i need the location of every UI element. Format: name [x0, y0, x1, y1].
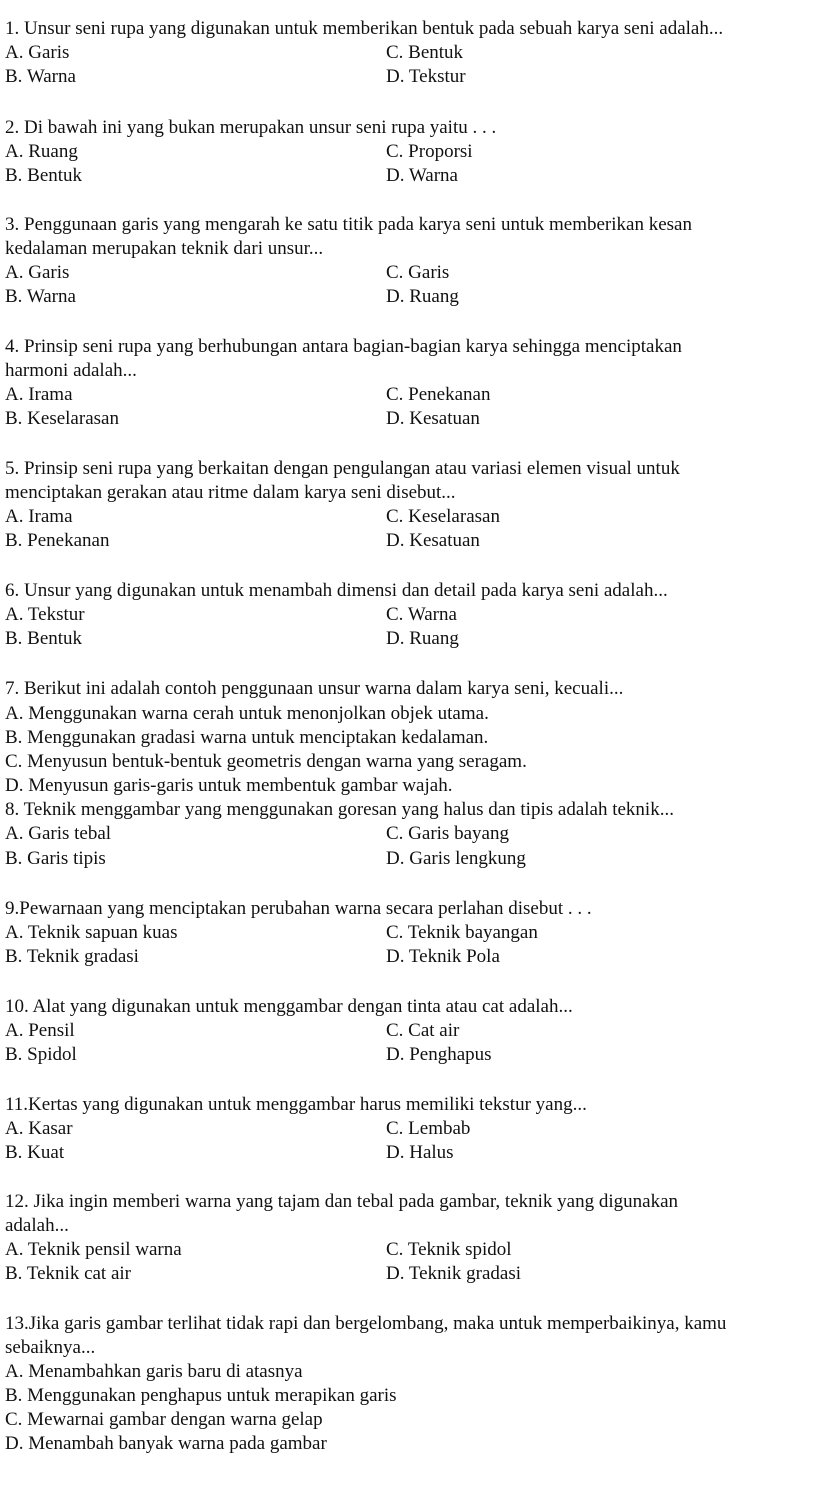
option-b: B. Warna [5, 66, 76, 87]
question-1-text: 1. Unsur seni rupa yang digunakan untuk memberikan bentuk pada sebuah karya seni adalah... [5, 18, 724, 39]
question-9-text: 9.Pewarnaan yang menciptakan perubahan warna secara perlahan disebut . . . [5, 898, 592, 919]
question-4-text-line-1: 4. Prinsip seni rupa yang berhubungan antara bagian-bagian karya sehingga menciptakan [5, 336, 682, 357]
option-a: A. Garis [5, 42, 70, 63]
option-b: B. Menggunakan penghapus untuk merapikan garis [5, 1385, 397, 1406]
option-c: C. Mewarnai gambar dengan warna gelap [5, 1409, 323, 1430]
option-c: C. Garis [386, 262, 450, 283]
option-b: B. Penekanan [5, 530, 110, 551]
option-c: C. Teknik bayangan [386, 922, 538, 943]
option-a: A. Garis tebal [5, 823, 112, 844]
option-c: C. Keselarasan [386, 506, 500, 527]
option-b: B. Warna [5, 286, 76, 307]
question-7-text: 7. Berikut ini adalah contoh penggunaan unsur warna dalam karya seni, kecuali... [5, 678, 624, 699]
question-3-text-line-2: kedalaman merupakan teknik dari unsur... [5, 238, 324, 259]
option-b: B. Menggunakan gradasi warna untuk menciptakan kedalaman. [5, 727, 489, 748]
option-a: A. Menggunakan warna cerah untuk menonjolkan objek utama. [5, 703, 489, 724]
option-a: A. Ruang [5, 141, 78, 162]
option-b: B. Garis tipis [5, 848, 106, 869]
question-11-text: 11.Kertas yang digunakan untuk menggambar harus memiliki tekstur yang... [5, 1094, 587, 1115]
option-c: C. Cat air [386, 1020, 460, 1041]
option-a: A. Irama [5, 384, 73, 405]
option-d: D. Ruang [386, 628, 459, 649]
option-a: A. Teknik pensil warna [5, 1239, 182, 1260]
question-13-text-line-2: sebaiknya... [5, 1337, 96, 1358]
option-a: A. Teknik sapuan kuas [5, 922, 178, 943]
option-b: B. Teknik gradasi [5, 946, 139, 967]
option-d: D. Menyusun garis-garis untuk membentuk gambar wajah. [5, 775, 453, 796]
option-b: B. Bentuk [5, 165, 83, 186]
question-12-text-line-1: 12. Jika ingin memberi warna yang tajam dan tebal pada gambar, teknik yang digunakan [5, 1191, 678, 1212]
option-c: C. Menyusun bentuk-bentuk geometris dengan warna yang seragam. [5, 751, 527, 772]
question-5-text-line-1: 5. Prinsip seni rupa yang berkaitan dengan pengulangan atau variasi elemen visual untuk [5, 458, 680, 479]
question-4-text-line-2: harmoni adalah... [5, 360, 137, 381]
option-b: B. Spidol [5, 1044, 77, 1065]
option-b: B. Teknik cat air [5, 1263, 132, 1284]
option-d: D. Teknik gradasi [386, 1263, 521, 1284]
option-a: A. Tekstur [5, 604, 85, 625]
option-a: A. Garis [5, 262, 70, 283]
question-10-text: 10. Alat yang digunakan untuk menggambar dengan tinta atau cat adalah... [5, 996, 573, 1017]
option-a: A. Menambahkan garis baru di atasnya [5, 1361, 303, 1382]
option-a: A. Irama [5, 506, 73, 527]
option-d: D. Garis lengkung [386, 848, 526, 869]
option-a: A. Kasar [5, 1118, 73, 1139]
question-12-text-line-2: adalah... [5, 1215, 69, 1236]
question-3-text-line-1: 3. Penggunaan garis yang mengarah ke satu titik pada karya seni untuk memberikan kesan [5, 214, 692, 235]
option-c: C. Teknik spidol [386, 1239, 512, 1260]
option-d: D. Menambah banyak warna pada gambar [5, 1433, 327, 1454]
question-5-text-line-2: menciptakan gerakan atau ritme dalam karya seni disebut... [5, 482, 456, 503]
question-2-text: 2. Di bawah ini yang bukan merupakan unsur seni rupa yaitu . . . [5, 117, 497, 138]
option-c: C. Garis bayang [386, 823, 509, 844]
option-b: B. Kuat [5, 1142, 65, 1163]
option-d: D. Halus [386, 1142, 454, 1163]
option-a: A. Pensil [5, 1020, 75, 1041]
option-d: D. Teknik Pola [386, 946, 500, 967]
option-d: D. Warna [386, 165, 458, 186]
option-d: D. Kesatuan [386, 408, 480, 429]
option-b: B. Bentuk [5, 628, 83, 649]
option-d: D. Kesatuan [386, 530, 480, 551]
question-6-text: 6. Unsur yang digunakan untuk menambah dimensi dan detail pada karya seni adalah... [5, 580, 668, 601]
option-d: D. Penghapus [386, 1044, 492, 1065]
option-c: C. Proporsi [386, 141, 473, 162]
option-c: C. Bentuk [386, 42, 464, 63]
question-13-text-line-1: 13.Jika garis gambar terlihat tidak rapi dan bergelombang, maka untuk memperbaikinya, kamu [5, 1313, 727, 1334]
option-b: B. Keselarasan [5, 408, 119, 429]
option-c: C. Lembab [386, 1118, 471, 1139]
question-8-text: 8. Teknik menggambar yang menggunakan goresan yang halus dan tipis adalah teknik... [5, 799, 674, 820]
option-c: C. Penekanan [386, 384, 491, 405]
option-d: D. Tekstur [386, 66, 466, 87]
option-d: D. Ruang [386, 286, 459, 307]
option-c: C. Warna [386, 604, 457, 625]
